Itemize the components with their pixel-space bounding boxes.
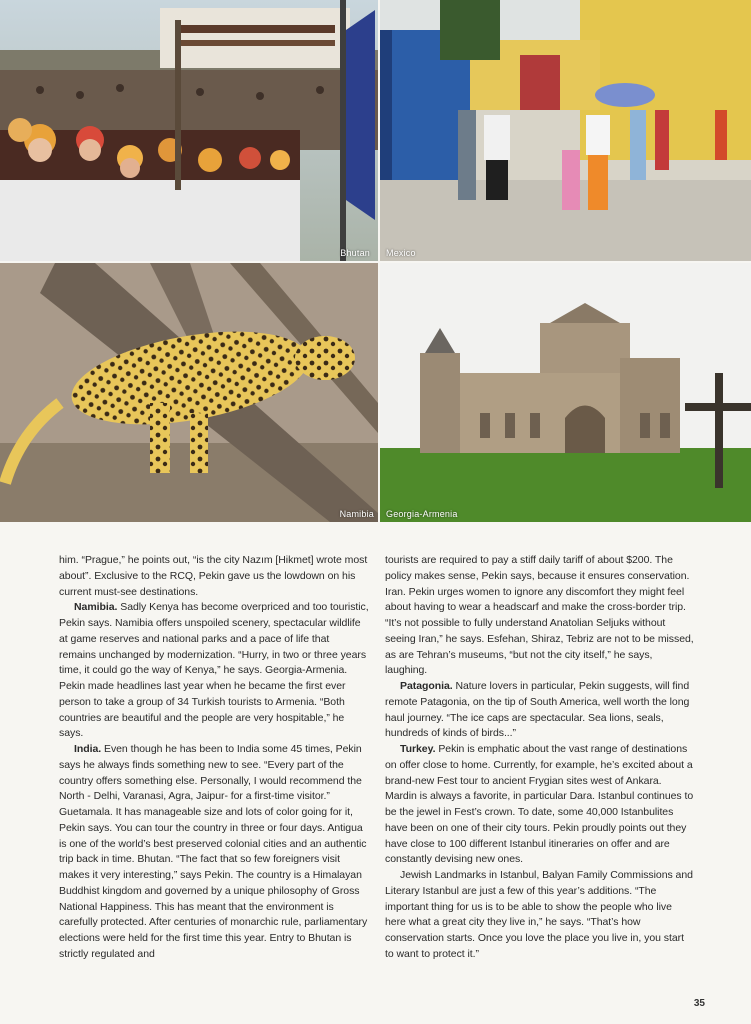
section-heading: India. [74,743,102,755]
article-left-column [59,553,369,963]
section-heading: Patagonia. [400,680,453,692]
article-right-column [385,553,695,963]
caption-georgia-armenia: Georgia-Armenia [386,509,458,519]
paragraph-patagonia: Patagonia. Nature lovers in particular, Pekin suggests, will find remote Patagonia, on the tip of South America, well worth the long haul journey. “The ice caps are spectacular. Sea lions, seals, hundreds of kinds of birds...” [385,680,690,740]
photo-georgia-armenia [380,263,751,522]
caption-bhutan: Bhutan [340,248,370,258]
paragraph-turkey: Turkey. Pekin is emphatic about the vast range of destinations on offer close to home. Currently, for example, he’s excited about a brand-new Fest tour to ancient Frygian sites west of Ankara. Mardin is always a favorite, in particular Dara. Istanbul continues to be the jewel in Fest’s crown. To date, some 40,000 Istanbulites have been on one of their city tours. Pekin proudly points out they have close to 100 different Istanbul itineraries on offer and are constantly devising new ones. [385,743,694,866]
paragraph-namibia: Namibia. Sadly Kenya has become overpriced and too touristic, Pekin says. Namibia offers unspoiled scenery, spectacular wildlife at game reserves and national parks and a pace of life that remains unchanged by modernization. “Hurry, in two or three years time, it could go the way of Kenya,” he says. Georgia-Armenia. Pekin made headlines last year when he became the first ever person to take a group of 34 Turkish tourists to Armenia. “Both countries are beautiful and the people are very hospitable,” he says. [59,601,369,740]
paragraph: him. “Prague,” he points out, “is the city Nazım [Hikmet] wrote most about”. Exclusive to the RCQ, Pekin gave us the lowdown on his current must-see destinations. [59,554,368,598]
photo-namibia [0,263,378,522]
caption-mexico: Mexico [386,248,416,258]
caption-namibia: Namibia [339,509,374,519]
photo-bhutan [0,0,378,261]
paragraph: tourists are required to pay a stiff daily tariff of about $200. The policy makes sense, Pekin says, because it ensures conservation. Iran. Pekin urges women to ignore any discomfort they might feel about having to wear a headscarf and make the cross-border trip. “It’s not possible to fully understand Anatolian Seljuks without seeing Iran,” he says. Esfehan, Shiraz, Tebriz are not to be missed, as are Tehran’s museums, “but not the city itself,” he says, laughing. [385,554,694,677]
page-number: 35 [693,998,705,1009]
paragraph-india: India. Even though he has been to India some 45 times, Pekin says he always finds something new to see. “Every part of the country offers something else. Personally, I would recommend the North - Delhi, Varanasi, Agra, Jaipur- for a first-time visitor.” Guetamala. It has manageable size and lots of color going for it, Pekin says. You can tour the country in three or four days. Antigua is one of the world’s best preserved colonial cities and an authentic trip back in time. Bhutan. “The fact that so few foreigners visit makes it very interesting,” says Pekin. The country is a Himalayan Buddhist kingdom and governed by a unique philosophy of Gross National Happiness. This has meant that the environment is carefully protected. After centuries of monarchic rule, parliamentary elections were held for the first time this year. Entry to Bhutan is strictly regulated and [59,743,368,960]
paragraph: Jewish Landmarks in Istanbul, Balyan Family Commissions and Literary Istanbul are just a few of this year’s additions. “The important thing for us is to be able to show the people who live here what a great city they live in,” he says. “That’s how conservation starts. Once you love the place you live in, you start to want to protect it.” [385,869,693,960]
photo-mexico [380,0,751,261]
section-heading: Namibia. [74,601,118,614]
section-heading: Turkey. [400,743,436,755]
